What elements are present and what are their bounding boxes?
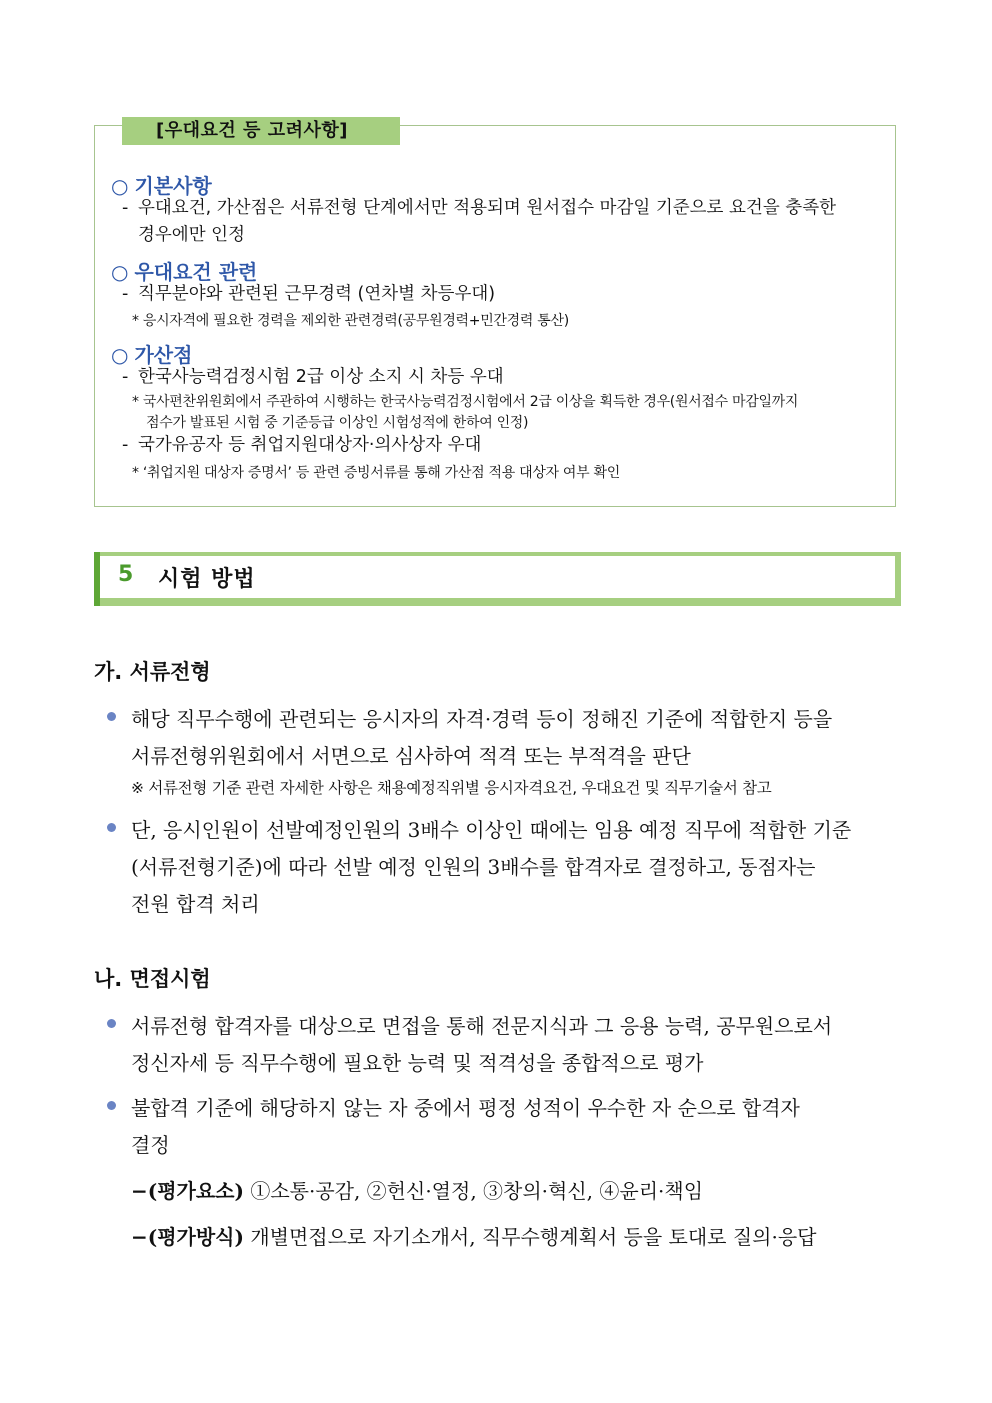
interview-bullet-2: 불합격 기준에 해당하지 않는 자 중에서 평정 성적이 우수한 자 순으로 합격자 [131, 1096, 800, 1120]
doc-review-bullet-2-cont-2: 전원 합격 처리 [131, 892, 260, 916]
doc-review-bullet-2: 단, 응시인원이 선발예정인원의 3배수 이상인 때에는 임용 예정 직무에 적합한 기준 [131, 818, 852, 842]
circle-bullet-icon: ○ [111, 174, 129, 198]
basics-heading: ○ 기본사항 [111, 174, 212, 198]
preference-box-title: [우대요건 등 고려사항] [122, 117, 400, 145]
interview-heading: 나. 면접시험 [94, 967, 211, 991]
interview-evaluation-method: −(평가방식) 개별면접으로 자기소개서, 직무수행계획서 등을 토대로 질의·응답 [131, 1225, 817, 1249]
section-number: 5 [118, 562, 134, 587]
doc-review-bullet-2-cont: (서류전형기준)에 따라 선발 예정 인원의 3배수를 합격자로 결정하고, 동점자는 [131, 855, 816, 879]
bullet-dot-icon [107, 1101, 116, 1110]
bonus-heading: ○ 가산점 [111, 343, 193, 367]
bonus-note: * 국사편찬위원회에서 주관하여 시행하는 한국사능력검정시험에서 2급 이상을 획득한 경우(원서접수 마감일까지 [132, 394, 799, 410]
basics-line-cont: 경우에만 인정 [138, 225, 245, 245]
bonus-line: - 한국사능력검정시험 2급 이상 소지 시 차등 우대 [122, 367, 504, 387]
interview-bullet-1: 서류전형 합격자를 대상으로 면접을 통해 전문지식과 그 응용 능력, 공무원으로서 [131, 1014, 833, 1038]
bullet-dot-icon [107, 823, 116, 832]
doc-review-heading: 가. 서류전형 [94, 660, 211, 684]
section-header-right-border [895, 552, 901, 606]
interview-evaluation-elements: −(평가요소) ①소통·공감, ②헌신·열정, ③창의·혁신, ④윤리·책임 [131, 1179, 704, 1203]
circle-bullet-icon: ○ [111, 260, 129, 284]
section-header-bottom-border [94, 598, 901, 606]
interview-bullet-1-cont: 정신자세 등 직무수행에 필요한 능력 및 적격성을 종합적으로 평가 [131, 1051, 704, 1075]
doc-review-bullet-1-cont: 서류전형위원회에서 서면으로 심사하여 적격 또는 부적격을 판단 [131, 744, 691, 768]
interview-bullet-2-cont: 결정 [131, 1133, 170, 1157]
doc-review-bullet-1: 해당 직무수행에 관련되는 응시자의 자격·경력 등이 정해진 기준에 적합한지 등을 [131, 707, 833, 731]
section-header [94, 552, 901, 606]
circle-bullet-icon: ○ [111, 343, 129, 367]
doc-review-reference-note: ※ 서류전형 기준 관련 자세한 사항은 채용예정직위별 응시자격요건, 우대요건 및 직무기술서 참고 [131, 779, 772, 797]
preference-line: - 직무분야와 관련된 근무경력 (연차별 차등우대) [122, 284, 496, 304]
bonus-line-2: - 국가유공자 등 취업지원대상자·의사상자 우대 [122, 435, 482, 455]
bonus-note-2: * ‘취업지원 대상자 증명서’ 등 관련 증빙서류를 통해 가산점 적용 대상자 여부 확인 [132, 465, 620, 481]
bullet-dot-icon [107, 712, 116, 721]
bullet-dot-icon [107, 1019, 116, 1028]
section-title: 시험 방법 [158, 567, 256, 592]
section-header-top-border [94, 552, 901, 556]
section-header-left-bar [94, 552, 100, 606]
basics-line: - 우대요건, 가산점은 서류전형 단계에서만 적용되며 원서접수 마감일 기준으로 요건을 충족한 [122, 198, 837, 218]
bonus-note-cont: 점수가 발표된 시험 중 기준등급 이상인 시험성적에 한하여 인정) [146, 415, 529, 431]
preference-note: * 응시자격에 필요한 경력을 제외한 관련경력(공무원경력+민간경력 통산) [132, 313, 569, 329]
preference-heading: ○ 우대요건 관련 [111, 260, 258, 284]
